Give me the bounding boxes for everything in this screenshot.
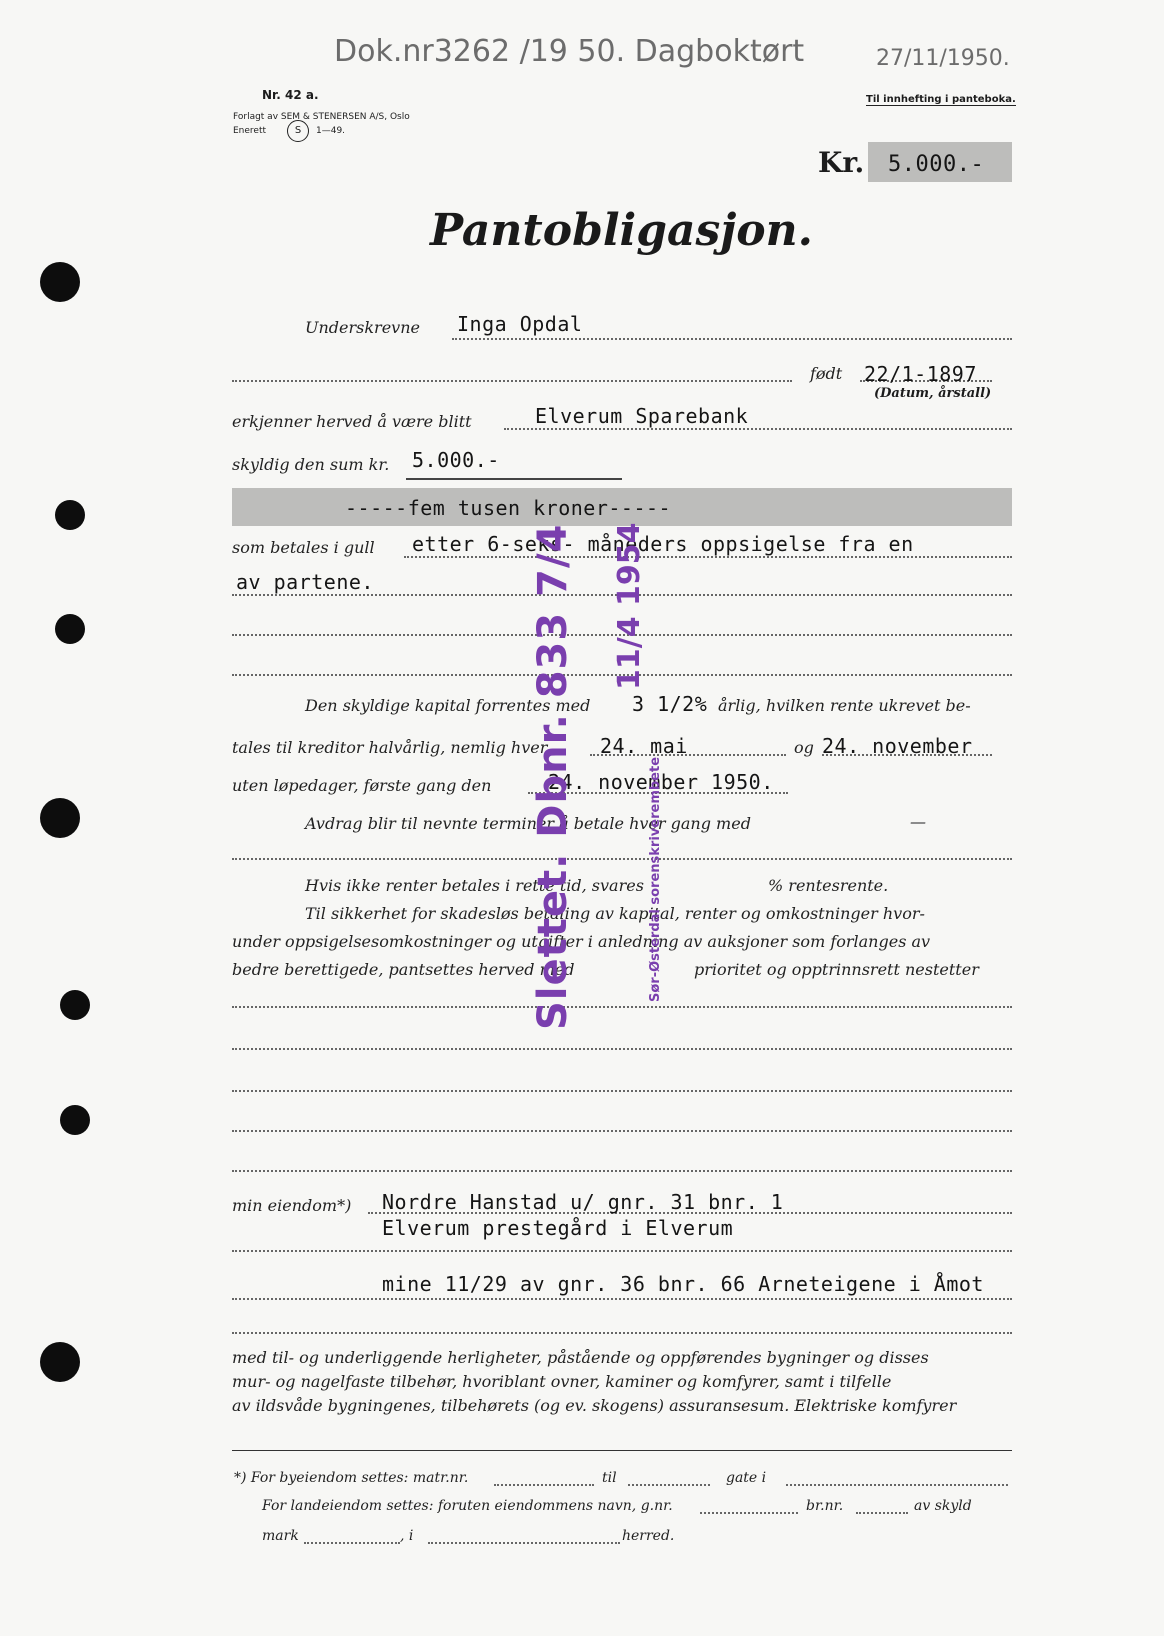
clause-line-1: med til- og underliggende herligheter, påstående og oppførendes bygninger og disses — [232, 1348, 929, 1367]
interest-line-1b: årlig, hvilken rente ukrevet be- — [718, 696, 971, 715]
interest-line-3a: uten løpedager, første gang den — [232, 776, 492, 795]
interest-og: og — [794, 738, 814, 757]
footnote-line-2b: br.nr. — [806, 1498, 844, 1514]
security-line-3a: bedre berettigede, pantsettes herved med — [232, 960, 575, 979]
registry-note: Til innhefting i panteboka. — [866, 94, 1016, 105]
late-interest-line-a: Hvis ikke renter betales i rette tid, svares — [305, 876, 644, 895]
late-interest-line-b: % rentesrente. — [768, 876, 889, 895]
undersigned-label: Underskrevne — [305, 318, 420, 337]
property-line-4 — [232, 1332, 1012, 1334]
publisher-code: 1—49. — [316, 126, 346, 136]
blank-line — [232, 1048, 1012, 1050]
blank-line — [232, 1090, 1012, 1092]
property-line-2 — [232, 1250, 1012, 1252]
interest-date2: 24. november — [822, 734, 973, 758]
interest-first-date: 24. november 1950. — [548, 770, 774, 794]
sum-label: skyldig den sum kr. — [232, 455, 390, 474]
born-value: 22/1-1897 — [864, 362, 977, 386]
court-office-stamp: Sør-Østerdal sorenskriverembete — [648, 756, 663, 1002]
document-number: Dok.nr3262 /19 50. Dagboktørt — [334, 34, 805, 69]
form-number: Nr. 42 a. — [262, 88, 319, 102]
payment-value-1: etter 6-seks- måneders oppsigelse fra en — [412, 532, 914, 556]
binder-hole — [40, 262, 80, 302]
footnote-dots — [494, 1484, 594, 1486]
interest-date1: 24. mai — [600, 734, 688, 758]
interest-line-2a: tales til kreditor halvårlig, nemlig hver — [232, 738, 548, 757]
property-line-3 — [232, 1298, 1012, 1300]
name-continuation-line — [232, 380, 792, 382]
footnote-dots — [628, 1484, 710, 1486]
footnote-line-3b: , i — [400, 1528, 414, 1544]
footnote-dots — [700, 1512, 798, 1514]
payment-value-2: av partene. — [236, 570, 374, 594]
installment-dash: — — [910, 812, 926, 831]
security-line-1: Til sikkerhet for skadesløs betaling av kapital, renter og omkostninger hvor- — [305, 904, 925, 923]
footnote-line-1c: gate i — [726, 1470, 767, 1486]
security-line-3b: prioritet og opptrinnsrett nestetter — [694, 960, 979, 979]
document-date: 27/11/1950. — [876, 46, 1010, 71]
amount-label: Kr. — [818, 146, 865, 179]
footnote-line-1a: *) For byeiendom settes: matr.nr. — [234, 1470, 469, 1486]
footnote-line-1b: til — [602, 1470, 617, 1486]
undersigned-line — [452, 338, 1012, 340]
publisher-enerett: Enerett — [233, 126, 267, 136]
footnote-dots — [856, 1512, 908, 1514]
footnote-dots — [428, 1542, 620, 1544]
footnote-divider — [232, 1450, 1012, 1451]
blank-line — [232, 1170, 1012, 1172]
installment-continuation-line — [232, 858, 1012, 860]
security-line-2: under oppsigelsesomkostninger og utgifter i anledning av auksjoner som forlanges av — [232, 932, 931, 951]
payment-label: som betales i gull — [232, 538, 375, 557]
publisher-line: Forlagt av SEM & STENERSEN A/S, Oslo — [233, 112, 410, 122]
clause-line-2: mur- og nagelfaste tilbehør, hvoriblant ovner, kaminer og komfyrer, samt i tilfelle — [232, 1372, 892, 1391]
binder-hole — [55, 614, 85, 644]
creditor-value: Elverum Sparebank — [535, 404, 749, 428]
cancelled-date-stamp: 11/4 1954 — [612, 522, 647, 690]
creditor-label: erkjenner herved å være blitt — [232, 412, 472, 431]
publisher-logo: S — [287, 120, 309, 142]
binder-hole — [60, 1105, 90, 1135]
binder-hole — [40, 1342, 80, 1382]
payment-line-1 — [404, 556, 1012, 558]
property-value-3: mine 11/29 av gnr. 36 bnr. 66 Arneteigene i Åmot — [382, 1272, 984, 1296]
binder-hole — [55, 500, 85, 530]
property-value-1: Nordre Hanstad u/ gnr. 31 bnr. 1 — [382, 1190, 784, 1214]
property-label: min eiendom*) — [232, 1196, 352, 1215]
footnote-dots — [786, 1484, 1008, 1486]
creditor-line — [504, 428, 1012, 430]
property-value-2: Elverum prestegård i Elverum — [382, 1216, 734, 1240]
amount-value: 5.000.- — [888, 152, 985, 177]
footnote-line-2c: av skyld — [914, 1498, 972, 1514]
cancelled-stamp: Slettet. Dbnr. 833 7/4 — [530, 523, 576, 1030]
footnote-line-2a: For landeiendom settes: foruten eiendommens navn, g.nr. — [262, 1498, 673, 1514]
binder-hole — [60, 990, 90, 1020]
sum-words: -----fem tusen kroner----- — [345, 496, 672, 520]
undersigned-value: Inga Opdal — [457, 312, 583, 336]
page-title: Pantobligasjon. — [430, 205, 813, 256]
sum-underline — [406, 478, 622, 480]
interest-line-1a: Den skyldige kapital forrentes med — [305, 696, 591, 715]
clause-line-3: av ildsvåde bygningenes, tilbehørets (og ev. skogens) assuransesum. Elektriske komfyrer — [232, 1396, 957, 1415]
sum-value: 5.000.- — [412, 448, 500, 472]
blank-line — [232, 1130, 1012, 1132]
installment-line: Avdrag blir til nevnte terminer å betale hver gang med — [305, 814, 751, 833]
footnote-dots — [304, 1542, 400, 1544]
born-label: født — [810, 364, 843, 383]
footnote-line-3c: herred. — [622, 1528, 675, 1544]
binder-hole — [40, 798, 80, 838]
blank-line — [232, 1006, 1012, 1008]
footnote-line-3a: mark — [262, 1528, 299, 1544]
interest-rate: 3 1/2% — [632, 692, 708, 716]
born-hint: (Datum, årstall) — [874, 386, 992, 401]
